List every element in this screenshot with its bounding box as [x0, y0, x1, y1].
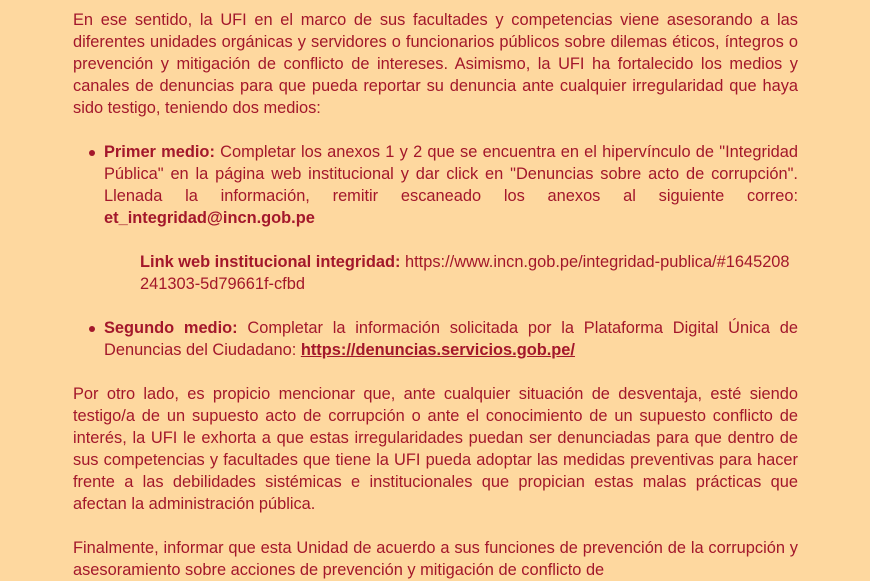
closing-paragraph: Finalmente, informar que esta Unidad de acuerdo a sus funciones de prevención de la corrupción y asesoramiento sobre acciones de prevención y mitigación de conflicto de — [73, 539, 798, 579]
complaints-platform-link[interactable]: https://denuncias.servicios.gob.pe/ — [300, 341, 575, 359]
list-item-second-method — [104, 317, 798, 361]
first-method-text: Completar los anexos 1 y 2 que se encuentra en el hipervínculo de "Integridad Pública" en la página web institucional y dar click en "Denuncias sobre acto de corrupción". Llenada la información, remitir escaneado los anexos al siguiente correo: — [104, 143, 798, 205]
bullet-icon — [89, 326, 95, 332]
integrity-email-link[interactable]: et_integridad@incn.gob.pe — [104, 209, 315, 227]
bullet-icon — [89, 150, 95, 156]
list-item-first-method — [104, 141, 798, 295]
reporting-methods-list — [73, 141, 798, 361]
institutional-link-label: Link web institucional integridad: — [140, 253, 401, 271]
institutional-link-block — [104, 251, 798, 295]
first-method-label: Primer medio: — [104, 143, 215, 161]
second-method-text: Completar la información solicitada por la Plataforma Digital Única de Denuncias del Ciudadano: — [104, 319, 799, 359]
institutional-link-url[interactable]: https://www.incn.gob.pe/integridad-publica/#1645208241303-5d79661f-cfbd — [140, 253, 790, 293]
exhortation-paragraph: Por otro lado, es propicio mencionar que, ante cualquier situación de desventaja, esté siendo testigo/a de un supuesto acto de corrupción o ante el conocimiento de un supuesto conflicto de interés, la UFI le exhorta a que estas irregularidades puedan ser denunciadas para que dentro de sus competencias y facultades que tiene la UFI pueda adoptar las medidas preventivas para hacer frente a las debilidades sistémicas e institucionales que propician estas malas prácticas que afectan la administración pública. — [73, 385, 798, 513]
intro-paragraph: En ese sentido, la UFI en el marco de sus facultades y competencias viene asesorando a las diferentes unidades orgánicas y servidores o funcionarios públicos sobre dilemas éticos, íntegros o prevención y mitigación de conflicto de intereses. Asimismo, la UFI ha fortalecido los medios y canales de denuncias para que pueda reportar su denuncia ante cualquier irregularidad que haya sido testigo, teniendo dos medios: — [73, 11, 798, 117]
second-method-label: Segundo medio: — [104, 319, 238, 337]
